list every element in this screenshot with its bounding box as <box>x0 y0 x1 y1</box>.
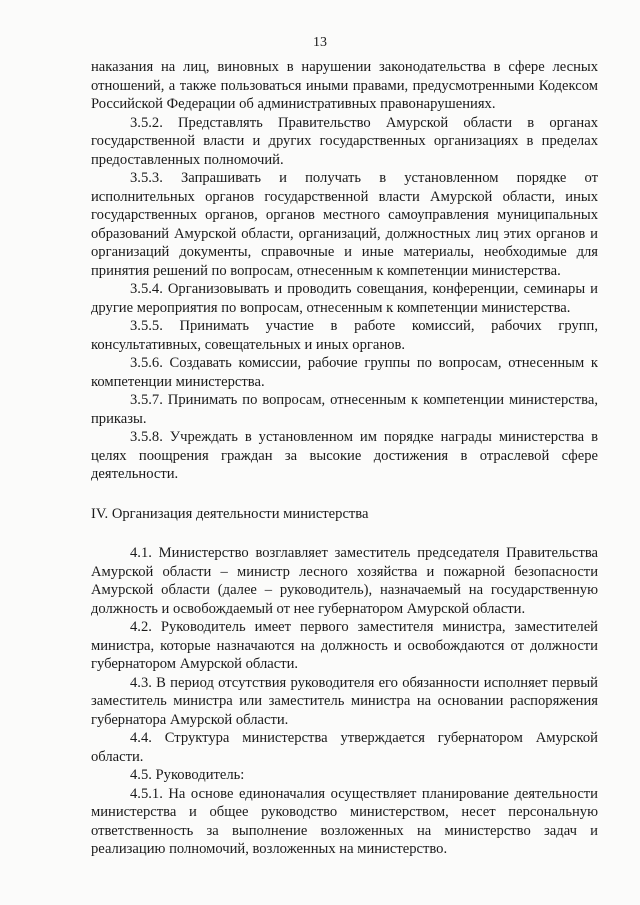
paragraph-3-5-6: 3.5.6. Создавать комиссии, рабочие группы по вопросам, отнесенным к компетенции министерства. <box>91 355 598 390</box>
page-number: 13 <box>313 35 327 50</box>
paragraph-3-5-5: 3.5.5. Принимать участие в работе комиссий, рабочих групп, консультативных, совещательных и иных органов. <box>91 318 598 353</box>
paragraph-3-5-3: 3.5.3. Запрашивать и получать в установленном порядке от исполнительных органов государственной власти Амурской области, иных государственных органов, органов местного самоуправления муниципальных образований Амурской области, организаций, должностных лиц этих органов и организаций документы, справочные и иные материалы, необходимые для принятия решений по вопросам, отнесенным к компетенции министерства. <box>91 170 598 279</box>
document-body <box>91 58 598 859</box>
paragraph-4-3: 4.3. В период отсутствия руководителя его обязанности исполняет первый заместитель министра или заместитель министра на основании распоряжения губернатора Амурской области. <box>91 674 598 728</box>
paragraph: наказания на лиц, виновных в нарушении законодательства в сфере лесных отношений, а также пользоваться иными правами, предусмотренными Кодексом Российской Федерации об административных правонарушениях. <box>91 59 598 112</box>
section-heading: IV. Организация деятельности министерства <box>91 505 369 522</box>
paragraph-3-5-8: 3.5.8. Учреждать в установленном им порядке награды министерства в целях поощрения граждан за высокие достижения в отраслевой сфере деятельности. <box>91 429 598 482</box>
paragraph-4-2: 4.2. Руководитель имеет первого заместителя министра, заместителей министра, которые назначаются на должность и освобождаются от должности губернатором Амурской области. <box>91 619 598 672</box>
paragraph-4-5-1: 4.5.1. На основе единоначалия осуществляет планирование деятельности министерства и общее руководство министерством, несет персональную ответственность за выполнение возложенных на министерство задач и реализацию полномочий, возложенных на министерство. <box>91 785 598 857</box>
paragraph-4-1: 4.1. Министерство возглавляет заместитель председателя Правительства Амурской области – министр лесного хозяйства и пожарной безопасности Амурской области (далее – руководитель), назначаемый на государственную должность и освобождаемый от нее губернатором Амурской области. <box>91 545 598 617</box>
paragraph-3-5-7: 3.5.7. Принимать по вопросам, отнесенным к компетенции министерства, приказы. <box>91 392 598 427</box>
paragraph-3-5-2: 3.5.2. Представлять Правительство Амурской области в органах государственной власти и других государственных организациях в пределах предоставленных полномочий. <box>91 114 598 168</box>
paragraph-3-5-4: 3.5.4. Организовывать и проводить совещания, конференции, семинары и другие мероприятия по вопросам, отнесенным к компетенции министерства. <box>91 281 598 316</box>
paragraph-4-5: 4.5. Руководитель: <box>130 767 245 783</box>
paragraph-4-4: 4.4. Структура министерства утверждается губернатором Амурской области. <box>91 730 598 765</box>
